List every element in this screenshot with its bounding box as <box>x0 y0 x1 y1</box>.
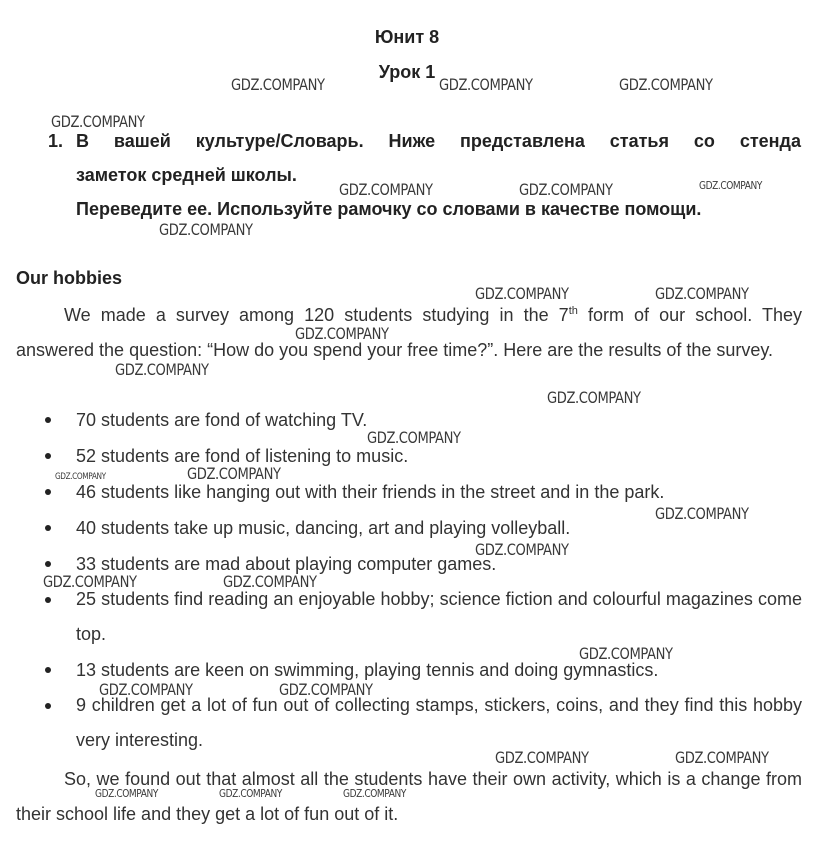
watermark: GDZ.COMPANY <box>295 324 389 343</box>
list-item: 40 students take up music, dancing, art and playing volleyball. <box>16 510 802 546</box>
watermark: GDZ.COMPANY <box>547 388 641 407</box>
watermark: GDZ.COMPANY <box>675 748 769 767</box>
watermark: GDZ.COMPANY <box>495 748 589 767</box>
watermark: GDZ.COMPANY <box>231 75 325 94</box>
list-item: 25 students find reading an enjoyable hobby; science fiction and colourful magazines come top. <box>16 582 802 652</box>
bullet-icon <box>45 597 51 603</box>
intro-text-rest: form of our school. They answered the question: “How do you spend your free time?”. Here are the results of the survey. <box>16 305 803 360</box>
watermark: GDZ.COMPANY <box>655 504 749 523</box>
intro-superscript: th <box>568 305 578 317</box>
task-instruction <box>48 124 801 226</box>
watermark: GDZ.COMPANY <box>187 464 281 483</box>
list-item: 33 students are mad about playing computer games. <box>16 546 802 582</box>
bullet-icon <box>45 561 51 567</box>
watermark: GDZ.COMPANY <box>367 428 461 447</box>
watermark: GDZ.COMPANY <box>439 75 533 94</box>
bullet-icon <box>45 417 51 423</box>
article-conclusion <box>16 762 802 831</box>
watermark: GDZ.COMPANY <box>223 572 317 591</box>
task-line-1: В вашей культуре/Словарь. Ниже представлена статья со стенда <box>76 131 801 151</box>
conclusion-text: So, we found out that almost all the students have their own activity, which is a change from their school life and they get a lot of fun out of it. <box>16 769 802 824</box>
article-intro <box>16 298 802 367</box>
watermark: GDZ.COMPANY <box>579 644 673 663</box>
list-item: 46 students like hanging out with their friends in the street and in the park. <box>16 474 802 510</box>
lesson-heading: Урок 1 <box>378 62 436 82</box>
watermark: GDZ.COMPANY <box>475 540 569 559</box>
watermark: GDZ.COMPANY <box>655 284 749 303</box>
bullet-icon <box>45 489 51 495</box>
watermark: GDZ.COMPANY <box>619 75 713 94</box>
watermark: GDZ.COMPANY <box>475 284 569 303</box>
watermark: GDZ.COMPANY <box>343 787 406 800</box>
article-title: Our hobbies <box>16 268 123 288</box>
bullet-icon <box>45 703 51 709</box>
bullet-icon <box>45 525 51 531</box>
list-item: 70 students are fond of watching TV. <box>16 402 802 438</box>
list-item: 13 students are keen on swimming, playing tennis and doing gymnastics. <box>16 652 802 688</box>
intro-text: We made a survey among 120 students studying in the 7 <box>64 305 569 325</box>
watermark: GDZ.COMPANY <box>339 180 433 199</box>
watermark: GDZ.COMPANY <box>699 179 762 192</box>
watermark: GDZ.COMPANY <box>279 680 373 699</box>
results-list <box>16 402 802 758</box>
bullet-icon <box>45 667 51 673</box>
watermark: GDZ.COMPANY <box>95 787 158 800</box>
task-line-2: заметок средней школы. <box>76 165 297 185</box>
watermark: GDZ.COMPANY <box>159 220 253 239</box>
watermark: GDZ.COMPANY <box>219 787 282 800</box>
task-number: 1. <box>48 131 64 151</box>
list-item: 9 children get a lot of fun out of collecting stamps, stickers, coins, and they find this hobby very interesting. <box>16 688 802 758</box>
unit-heading: Юнит 8 <box>374 27 440 47</box>
watermark: GDZ.COMPANY <box>55 472 106 482</box>
watermark: GDZ.COMPANY <box>43 572 137 591</box>
watermark: GDZ.COMPANY <box>519 180 613 199</box>
list-item: 52 students are fond of listening to music. <box>16 438 802 474</box>
watermark: GDZ.COMPANY <box>51 112 145 131</box>
bullet-icon <box>45 453 51 459</box>
task-line-3: Переведите ее. Используйте рамочку со словами в качестве помощи. <box>76 199 702 219</box>
watermark: GDZ.COMPANY <box>99 680 193 699</box>
watermark: GDZ.COMPANY <box>115 360 209 379</box>
